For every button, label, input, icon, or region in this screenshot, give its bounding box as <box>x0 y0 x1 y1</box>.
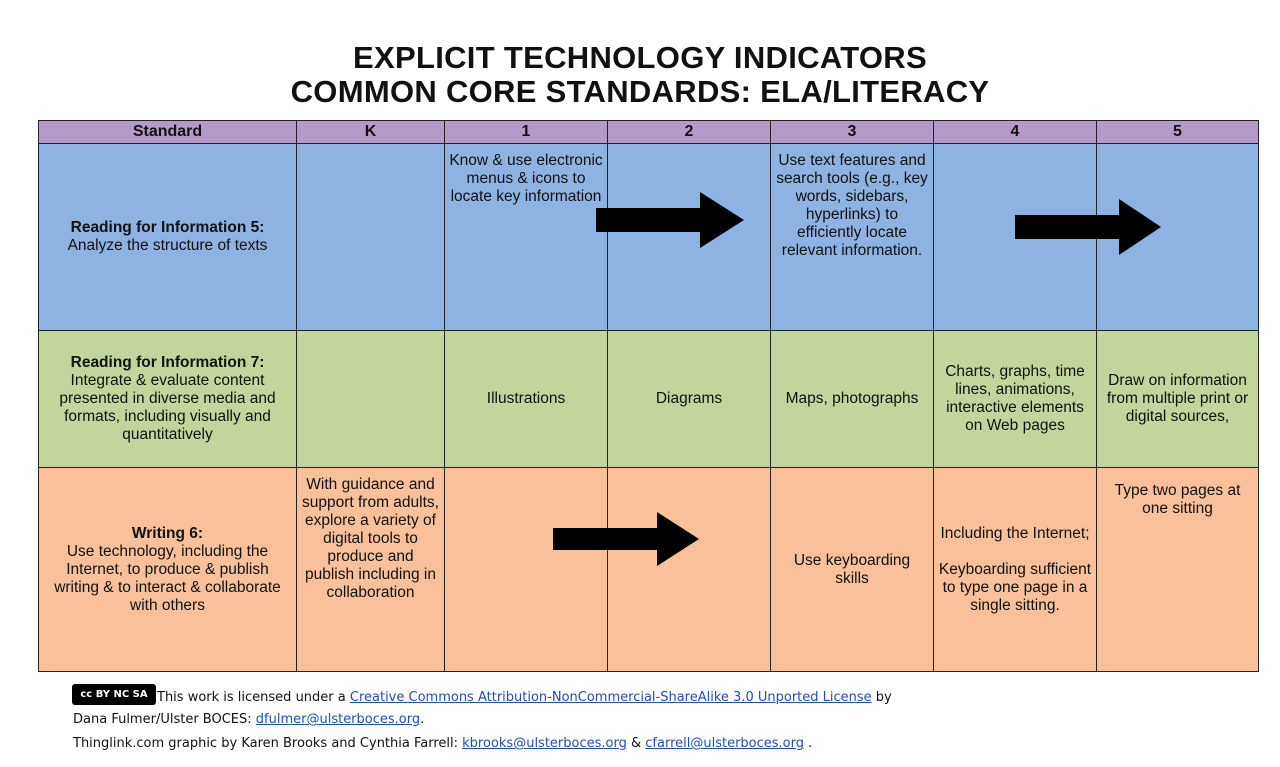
cell-r1-k <box>296 143 445 331</box>
standard-description: Analyze the structure of texts <box>67 237 268 254</box>
standard-reading-7 <box>38 330 297 468</box>
cell-r3-grade-3: Use keyboarding skills <box>770 467 934 672</box>
header-grade-5: 5 <box>1096 120 1259 144</box>
header-grade-3: 3 <box>770 120 934 144</box>
right-arrow-icon <box>1015 199 1161 255</box>
email-link-kbrooks[interactable]: kbrooks@ulsterboces.org <box>462 736 627 751</box>
cell-r2-grade-3: Maps, photographs <box>770 330 934 468</box>
cell-r2-grade-4: Charts, graphs, time lines, animations, interactive elements on Web pages <box>933 330 1097 468</box>
standard-writing-6 <box>38 467 297 672</box>
graphic-credit-line: Thinglink.com graphic by Karen Brooks and Cynthia Farrell: kbrooks@ulsterboces.org & cfarrell@ulsterboces.org . <box>73 736 813 751</box>
header-grade-k: K <box>296 120 445 144</box>
cell-r3-k: With guidance and support from adults, explore a variety of digital tools to produce and publish including in collaboration <box>296 467 445 672</box>
cell-r1-grade-3: Use text features and search tools (e.g., key words, sidebars, hyperlinks) to efficiently locate relevant information. <box>770 143 934 331</box>
cell-r2-grade-1: Illustrations <box>444 330 608 468</box>
header-standard: Standard <box>38 120 297 144</box>
standard-title: Writing 6: <box>131 524 204 542</box>
email-link-dfulmer[interactable]: dfulmer@ulsterboces.org <box>255 712 421 727</box>
title-line-2: COMMON CORE STANDARDS: ELA/LITERACY <box>290 74 990 109</box>
cell-r3-grade-1 <box>444 467 608 672</box>
right-arrow-icon <box>596 192 744 248</box>
standard-description: Use technology, including the Internet, to produce & publish writing & to interact & collaborate with others <box>54 542 281 614</box>
header-grade-2: 2 <box>607 120 771 144</box>
cell-r2-grade-2: Diagrams <box>607 330 771 468</box>
standard-description: Integrate & evaluate content presented in diverse media and formats, including visually and quantitatively <box>59 372 276 443</box>
author-line: Dana Fulmer/Ulster BOCES: dfulmer@ulsterboces.org. <box>73 712 425 727</box>
standard-reading-5 <box>38 143 297 331</box>
header-grade-4: 4 <box>933 120 1097 144</box>
cell-r3-grade-2 <box>607 467 771 672</box>
header-grade-1: 1 <box>444 120 608 144</box>
license-line: This work is licensed under a Creative Commons Attribution-NonCommercial-ShareAlike 3.0 Unported License by <box>157 690 892 705</box>
cell-r2-grade-5: Draw on information from multiple print or digital sources, <box>1096 330 1259 468</box>
standard-title: Reading for Information 5: <box>70 219 265 236</box>
cell-r3-grade-5: Type two pages at one sitting <box>1096 467 1259 672</box>
cell-r3-grade-4: Including the Internet; Keyboarding sufficient to type one page in a single sitting. <box>933 467 1097 672</box>
title-line-1: EXPLICIT TECHNOLOGY INDICATORS <box>353 40 927 75</box>
standard-title: Reading for Information 7: <box>70 354 265 371</box>
cell-r2-k <box>296 330 445 468</box>
email-link-cfarrell[interactable]: cfarrell@ulsterboces.org <box>645 736 804 751</box>
cell-r1-grade-1: Know & use electronic menus & icons to locate key information <box>444 143 608 331</box>
cc-license-badge-icon: cc BY NC SA <box>72 684 156 705</box>
license-link[interactable]: Creative Commons Attribution-NonCommercial-ShareAlike 3.0 Unported License <box>349 690 872 705</box>
right-arrow-icon <box>553 512 699 566</box>
